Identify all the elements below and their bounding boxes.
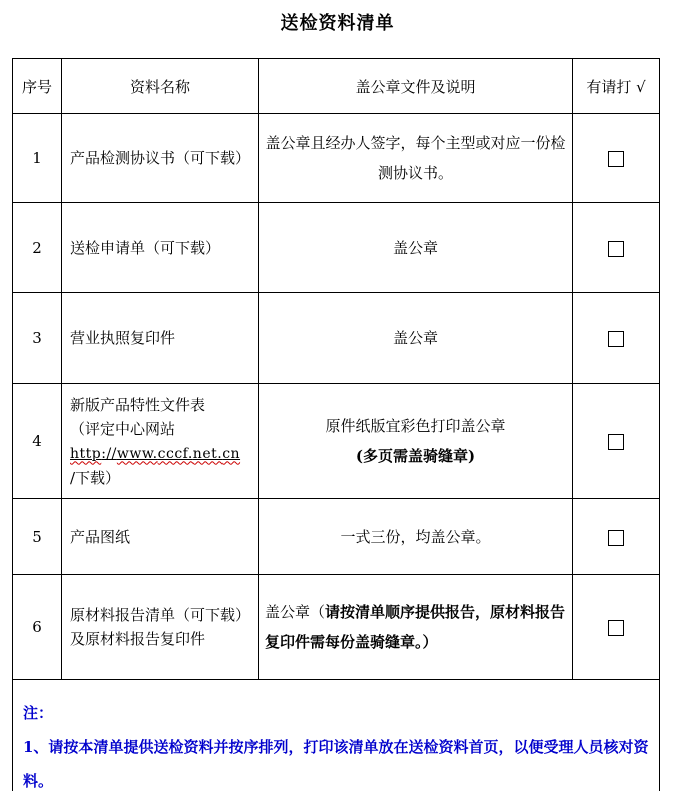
row-number: 2 [13, 203, 62, 293]
row-number: 5 [13, 499, 62, 575]
table-row [13, 203, 660, 293]
page-title: 送检资料清单 [280, 13, 395, 34]
note-line-1: 1、请按本清单提供送检资料并按序排列，打印该清单放在送检资料首页，以便受理人员核对资料。 [23, 737, 649, 790]
material-desc-bold: 请按清单顺序提供报告，原材料报告复印件需每份盖骑缝章。） [265, 603, 566, 651]
material-name-line: （评定中心网站 [70, 419, 176, 438]
material-name: 产品图纸 [62, 499, 259, 575]
material-desc [259, 575, 573, 680]
checkbox-row-3[interactable] [608, 331, 624, 347]
url-segment: http [70, 445, 102, 462]
table-row [13, 293, 660, 384]
material-desc-prefix: 盖公章（ [265, 603, 326, 621]
material-name: 产品检测协议书（可下载） [62, 114, 259, 203]
row-number: 1 [13, 114, 62, 203]
row-number: 3 [13, 293, 62, 384]
url-segment: cccf. [157, 445, 193, 462]
material-name: 送检申请单（可下载） [62, 203, 259, 293]
checkbox-row-1[interactable] [608, 151, 624, 167]
url-segment: www. [116, 445, 158, 462]
material-desc: 盖公章 [259, 293, 573, 384]
note-label: 注： [23, 703, 54, 722]
url-segment: :// [101, 445, 117, 462]
url-segment: cn [222, 445, 241, 462]
material-name: 原材料报告清单（可下载）及原材料报告复印件 [62, 575, 259, 680]
material-name [62, 384, 259, 499]
row-number: 4 [13, 384, 62, 499]
note-row [13, 680, 660, 791]
table-row [13, 384, 660, 499]
material-desc-line: 原件纸版宜彩色打印盖公章 [325, 417, 506, 435]
checkbox-row-6[interactable] [608, 620, 624, 636]
url-link[interactable] [70, 446, 240, 462]
material-name-line: /下载） [70, 468, 121, 487]
checkbox-row-2[interactable] [608, 241, 624, 257]
material-desc: 一式三份，均盖公章。 [259, 499, 573, 575]
header-cell-num: 序号 [13, 59, 62, 114]
note-cell [13, 680, 660, 791]
row-number: 6 [13, 575, 62, 680]
url-segment: net. [192, 445, 223, 462]
checkbox-row-4[interactable] [608, 434, 624, 450]
material-desc-line-bold: (多页需盖骑缝章) [355, 447, 476, 465]
checkbox-row-5[interactable] [608, 530, 624, 546]
header-row [13, 59, 660, 114]
material-desc: 盖公章且经办人签字，每个主型或对应一份检测协议书。 [259, 114, 573, 203]
header-cell-name: 资料名称 [62, 59, 259, 114]
material-name-line: 新版产品特性文件表 [70, 395, 206, 414]
table-row [13, 499, 660, 575]
material-desc [259, 384, 573, 499]
table-row [13, 575, 660, 680]
header-cell-check: 有请打 √ [573, 59, 660, 114]
header-cell-desc: 盖公章文件及说明 [259, 59, 573, 114]
table-row [13, 114, 660, 203]
materials-table [12, 58, 660, 791]
material-name: 营业执照复印件 [62, 293, 259, 384]
material-desc: 盖公章 [259, 203, 573, 293]
